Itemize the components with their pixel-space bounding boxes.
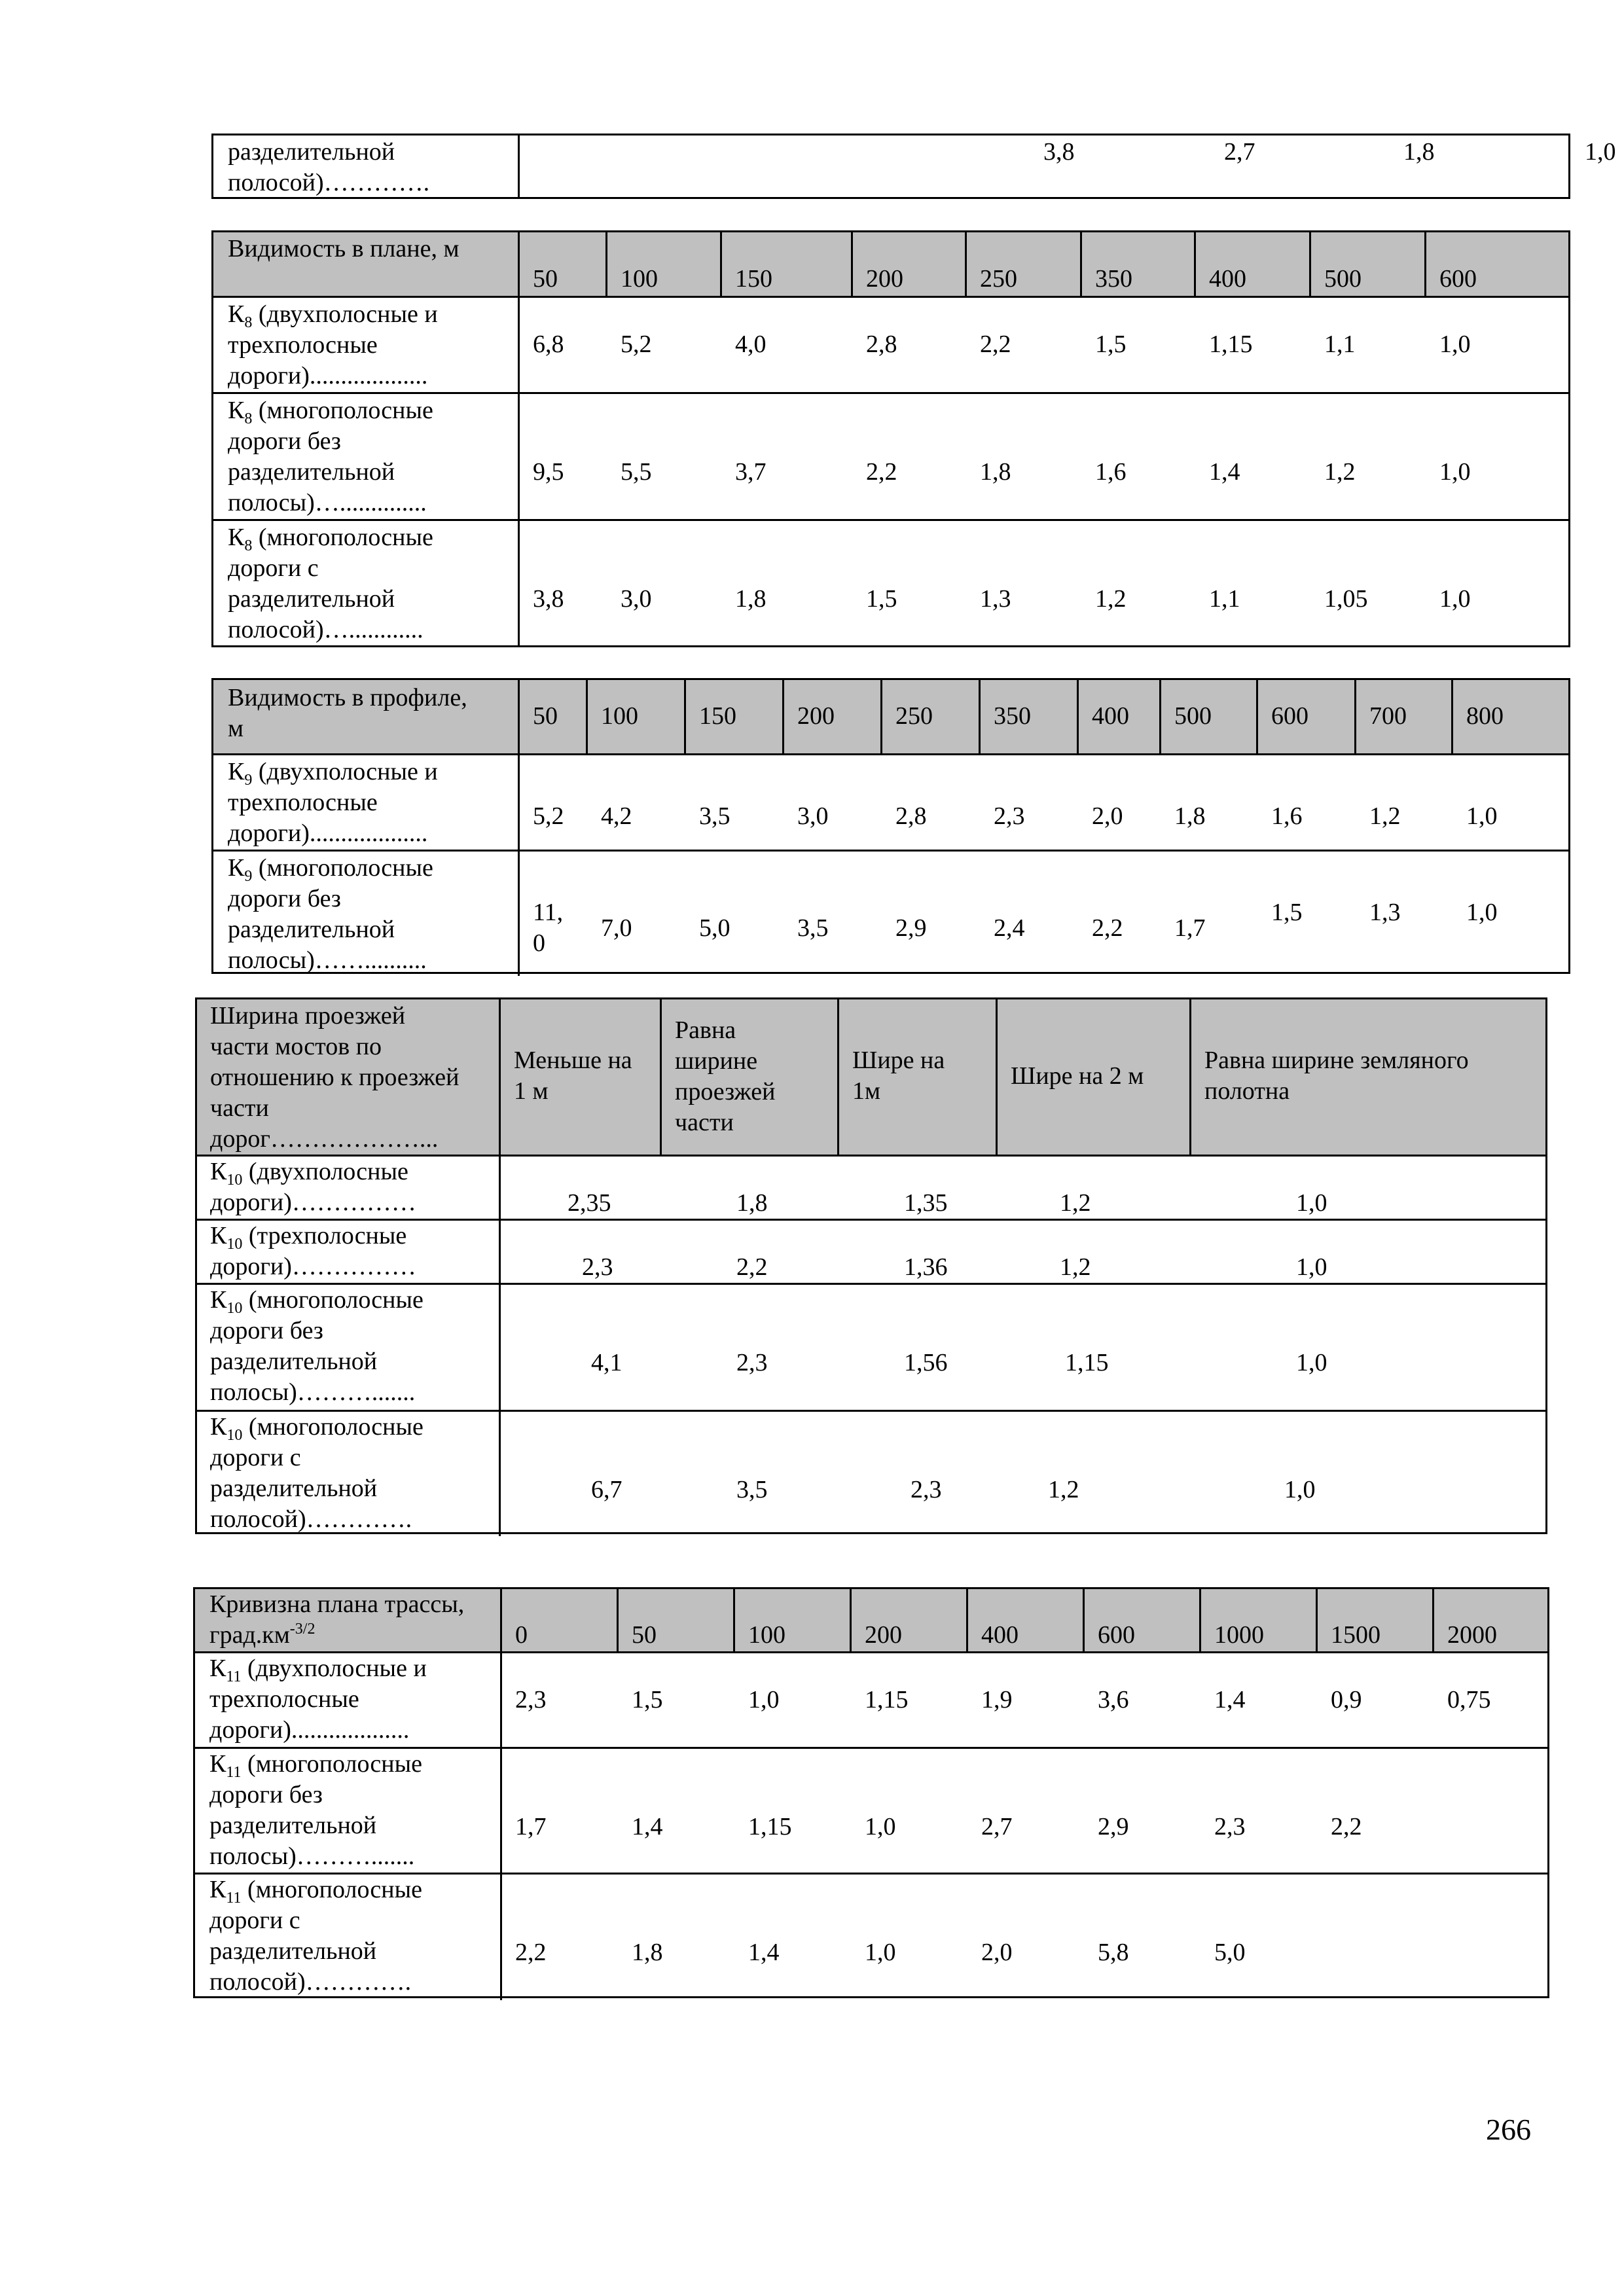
table-header-row — [195, 1589, 1547, 1653]
value-cell: 2,9 — [1098, 1813, 1129, 1840]
value-cell: 1,4 — [748, 1939, 780, 1966]
column-header: 1000 — [1214, 1621, 1264, 1649]
value-cell: 1,4 — [1214, 1686, 1246, 1713]
value-cell: 3,6 — [1098, 1686, 1129, 1713]
column-header: 0 — [515, 1621, 528, 1649]
value-cell: 4,0 — [735, 331, 767, 358]
value-cell: 3,8 — [1043, 138, 1075, 166]
table-row — [195, 1749, 1547, 1874]
value-cell: 1,2 — [1048, 1476, 1079, 1503]
value-cell: 1,4 — [1209, 458, 1240, 486]
value-cell: 1,36 — [904, 1253, 948, 1281]
column-header: 200 — [866, 265, 903, 293]
row-label: $К_8$ (многополосные дороги без разделительной полосы)….............. — [228, 397, 433, 516]
value-cell: 1,1 — [1209, 585, 1240, 613]
value-cell: 1,2 — [1060, 1253, 1091, 1281]
value-cell: 1,8 — [632, 1939, 663, 1966]
value-cell: 5,2 — [533, 802, 564, 830]
column-header: 600 — [1098, 1621, 1135, 1649]
page-number: 266 — [1486, 2113, 1531, 2146]
column-header: 600 — [1271, 702, 1308, 730]
table-row — [197, 1221, 1545, 1285]
value-cell: 5,0 — [699, 914, 731, 942]
column-header: 400 — [1209, 265, 1246, 293]
row-label: $К_{10}$ (многополосные дороги с разделительной полосой)…………. — [210, 1413, 424, 1533]
row-label: $К_8$ (двухполосные и трехполосные дороги)................... — [228, 300, 438, 389]
value-cell: 5,5 — [621, 458, 652, 486]
column-header: 400 — [1092, 702, 1129, 730]
row-label: $К_{10}$ (трехполосные дороги)…………… — [210, 1222, 416, 1280]
table-row — [213, 755, 1568, 852]
value-cell: 1,0 — [1585, 138, 1616, 166]
value-cell: 6,7 — [591, 1476, 623, 1503]
table-row — [213, 394, 1568, 521]
value-cell: 6,8 — [533, 331, 564, 358]
value-cell: 1,0 — [1284, 1476, 1316, 1503]
value-cell: 2,7 — [981, 1813, 1013, 1840]
value-cell: 1,6 — [1095, 458, 1127, 486]
value-cell: 3,5 — [797, 914, 829, 942]
row-label: разделительной полосой)…………. — [228, 138, 430, 196]
value-cell: 2,2 — [980, 331, 1011, 358]
column-header: 250 — [895, 702, 933, 730]
value-cell: 2,3 — [736, 1349, 768, 1376]
value-cell: 2,2 — [515, 1939, 547, 1966]
column-header: 700 — [1369, 702, 1407, 730]
table-header-row — [197, 999, 1545, 1157]
value-cell: 2,2 — [1092, 914, 1123, 942]
value-cell: 1,8 — [980, 458, 1011, 486]
value-cell: 1,15 — [1065, 1349, 1109, 1376]
value-cell: 1,0 — [1439, 585, 1471, 613]
value-cell: 3,5 — [736, 1476, 768, 1503]
value-cell: 2,0 — [1092, 802, 1123, 830]
value-cell: 9,5 — [533, 458, 564, 486]
column-header: 150 — [699, 702, 736, 730]
column-header: 200 — [865, 1621, 902, 1649]
value-cell: 1,0 — [748, 1686, 780, 1713]
value-cell: 7,0 — [601, 914, 632, 942]
value-cell: 1,0 — [865, 1813, 896, 1840]
value-cell: 1,5 — [632, 1686, 663, 1713]
value-cell: 2,35 — [568, 1189, 611, 1217]
table-row — [197, 1157, 1545, 1221]
value-cell: 1,5 — [1271, 899, 1303, 926]
value-cell: 2,2 — [1331, 1813, 1362, 1840]
value-cell: 1,3 — [1369, 899, 1401, 926]
column-header: 2000 — [1447, 1621, 1497, 1649]
column-header: 350 — [1095, 265, 1132, 293]
value-cell: 0,75 — [1447, 1686, 1491, 1713]
value-cell: 1,0 — [1296, 1189, 1327, 1217]
column-header: 500 — [1174, 702, 1212, 730]
value-cell: 1,5 — [1095, 331, 1127, 358]
value-cell: 3,8 — [533, 585, 564, 613]
column-header: 100 — [601, 702, 638, 730]
row-label: $К_8$ (многополосные дороги с разделительной полосой)…............ — [228, 524, 433, 643]
table-route-curvature — [193, 1587, 1549, 1998]
column-header: 50 — [533, 265, 558, 293]
value-cell: 1,2 — [1369, 802, 1401, 830]
value-cell: 1,0 — [1439, 458, 1471, 486]
value-cell: 3,0 — [621, 585, 652, 613]
row-label: $К_{11}$ (двухполосные и трехполосные дороги)................... — [209, 1655, 427, 1744]
row-label: $К_9$ (двухполосные и трехполосные дороги)................... — [228, 758, 438, 847]
value-cell: 1,0 — [1296, 1349, 1327, 1376]
column-header: 400 — [981, 1621, 1019, 1649]
value-cell: 2,2 — [866, 458, 897, 486]
column-header: 800 — [1466, 702, 1504, 730]
column-header: Шире на 1м — [852, 1047, 945, 1105]
column-header: Меньше на 1 м — [514, 1047, 632, 1105]
table-visibility-profile — [211, 678, 1570, 974]
table-row — [213, 298, 1568, 394]
value-cell: 2,0 — [981, 1939, 1013, 1966]
value-cell: 1,0 — [1439, 331, 1471, 358]
table-row — [213, 852, 1568, 976]
value-cell: 11, 0 — [533, 899, 564, 957]
value-cell: 1,7 — [1174, 914, 1206, 942]
value-cell: 2,9 — [895, 914, 927, 942]
table-row — [213, 135, 1616, 199]
value-cell: 1,2 — [1095, 585, 1127, 613]
value-cell: 1,05 — [1324, 585, 1368, 613]
table-top-fragment — [211, 134, 1616, 199]
row-label: $К_{11}$ (многополосные дороги без разделительной полосы)………....... — [209, 1750, 422, 1870]
value-cell: 1,4 — [632, 1813, 663, 1840]
value-cell: 1,15 — [1209, 331, 1253, 358]
column-header: Шире на 2 м — [1011, 1062, 1144, 1090]
value-cell: 3,5 — [699, 802, 731, 830]
value-cell: 1,5 — [866, 585, 897, 613]
value-cell: 1,8 — [736, 1189, 768, 1217]
row-label: $К_9$ (многополосные дороги без разделительной полосы)…….......... — [228, 854, 433, 974]
value-cell: 1,2 — [1060, 1189, 1091, 1217]
column-header: 50 — [632, 1621, 657, 1649]
column-header: 250 — [980, 265, 1017, 293]
value-cell: 4,1 — [591, 1349, 623, 1376]
value-cell: 1,3 — [980, 585, 1011, 613]
value-cell: 1,0 — [865, 1939, 896, 1966]
row-label: $К_{11}$ (многополосные дороги с разделительной полосой)…………. — [209, 1876, 422, 1996]
value-cell: 1,0 — [1466, 899, 1498, 926]
value-cell: 3,0 — [797, 802, 829, 830]
value-cell: 1,15 — [865, 1686, 909, 1713]
value-cell: 2,3 — [1214, 1813, 1246, 1840]
table-visibility-plan — [211, 230, 1570, 647]
column-header: 100 — [748, 1621, 785, 1649]
column-header: 200 — [797, 702, 835, 730]
value-cell: 1,15 — [748, 1813, 792, 1840]
value-cell: 1,1 — [1324, 331, 1356, 358]
column-header: Равна ширине проезжей части — [675, 1016, 776, 1136]
header-label: Ширина проезжей части мостов по отношению к проезжей части дорог………………... — [210, 1002, 460, 1153]
value-cell: 1,8 — [735, 585, 767, 613]
row-label: $К_{10}$ (многополосные дороги без разделительной полосы)………....... — [210, 1286, 424, 1406]
row-label: $К_{10}$ (двухполосные дороги)…………… — [210, 1158, 416, 1216]
value-cell: 5,8 — [1098, 1939, 1129, 1966]
value-cell: 1,0 — [1466, 802, 1498, 830]
value-cell: 4,2 — [601, 802, 632, 830]
value-cell: 2,7 — [1224, 138, 1255, 166]
value-cell: 3,7 — [735, 458, 767, 486]
table-header-row — [213, 680, 1568, 755]
table-bridge-width — [195, 997, 1547, 1534]
column-header: 600 — [1439, 265, 1477, 293]
value-cell: 1,7 — [515, 1813, 547, 1840]
value-cell: 2,4 — [994, 914, 1025, 942]
table-row — [195, 1874, 1547, 2000]
value-cell: 2,3 — [994, 802, 1025, 830]
header-label: Видимость в профиле, м — [228, 684, 467, 742]
value-cell: 1,8 — [1403, 138, 1435, 166]
value-cell: 5,0 — [1214, 1939, 1246, 1966]
value-cell: 2,3 — [582, 1253, 613, 1281]
table-row — [213, 521, 1568, 645]
value-cell: 1,8 — [1174, 802, 1206, 830]
table-header-row — [213, 232, 1568, 298]
value-cell: 1,56 — [904, 1349, 948, 1376]
table-row — [197, 1285, 1545, 1412]
value-cell: 1,0 — [1296, 1253, 1327, 1281]
value-cell: 1,2 — [1324, 458, 1356, 486]
value-cell: 2,8 — [895, 802, 927, 830]
column-header: 350 — [994, 702, 1031, 730]
value-cell: 0,9 — [1331, 1686, 1362, 1713]
table-row — [195, 1653, 1547, 1749]
column-header: 100 — [621, 265, 658, 293]
value-cell: 2,3 — [515, 1686, 547, 1713]
column-header: Равна ширине земляного полотна — [1204, 1047, 1469, 1105]
table-row — [197, 1412, 1545, 1536]
value-cell: 1,6 — [1271, 802, 1303, 830]
value-cell: 2,3 — [911, 1476, 942, 1503]
value-cell: 2,2 — [736, 1253, 768, 1281]
column-header: 1500 — [1331, 1621, 1380, 1649]
column-header: 50 — [533, 702, 558, 730]
value-cell: 1,9 — [981, 1686, 1013, 1713]
column-header: 150 — [735, 265, 772, 293]
header-label: Кривизна плана трассы, $град.км^{-3/2}$ — [209, 1590, 465, 1649]
value-cell: 2,8 — [866, 331, 897, 358]
column-header: 500 — [1324, 265, 1362, 293]
value-cell: 1,35 — [904, 1189, 948, 1217]
header-label: Видимость в плане, м — [228, 235, 460, 262]
value-cell: 5,2 — [621, 331, 652, 358]
